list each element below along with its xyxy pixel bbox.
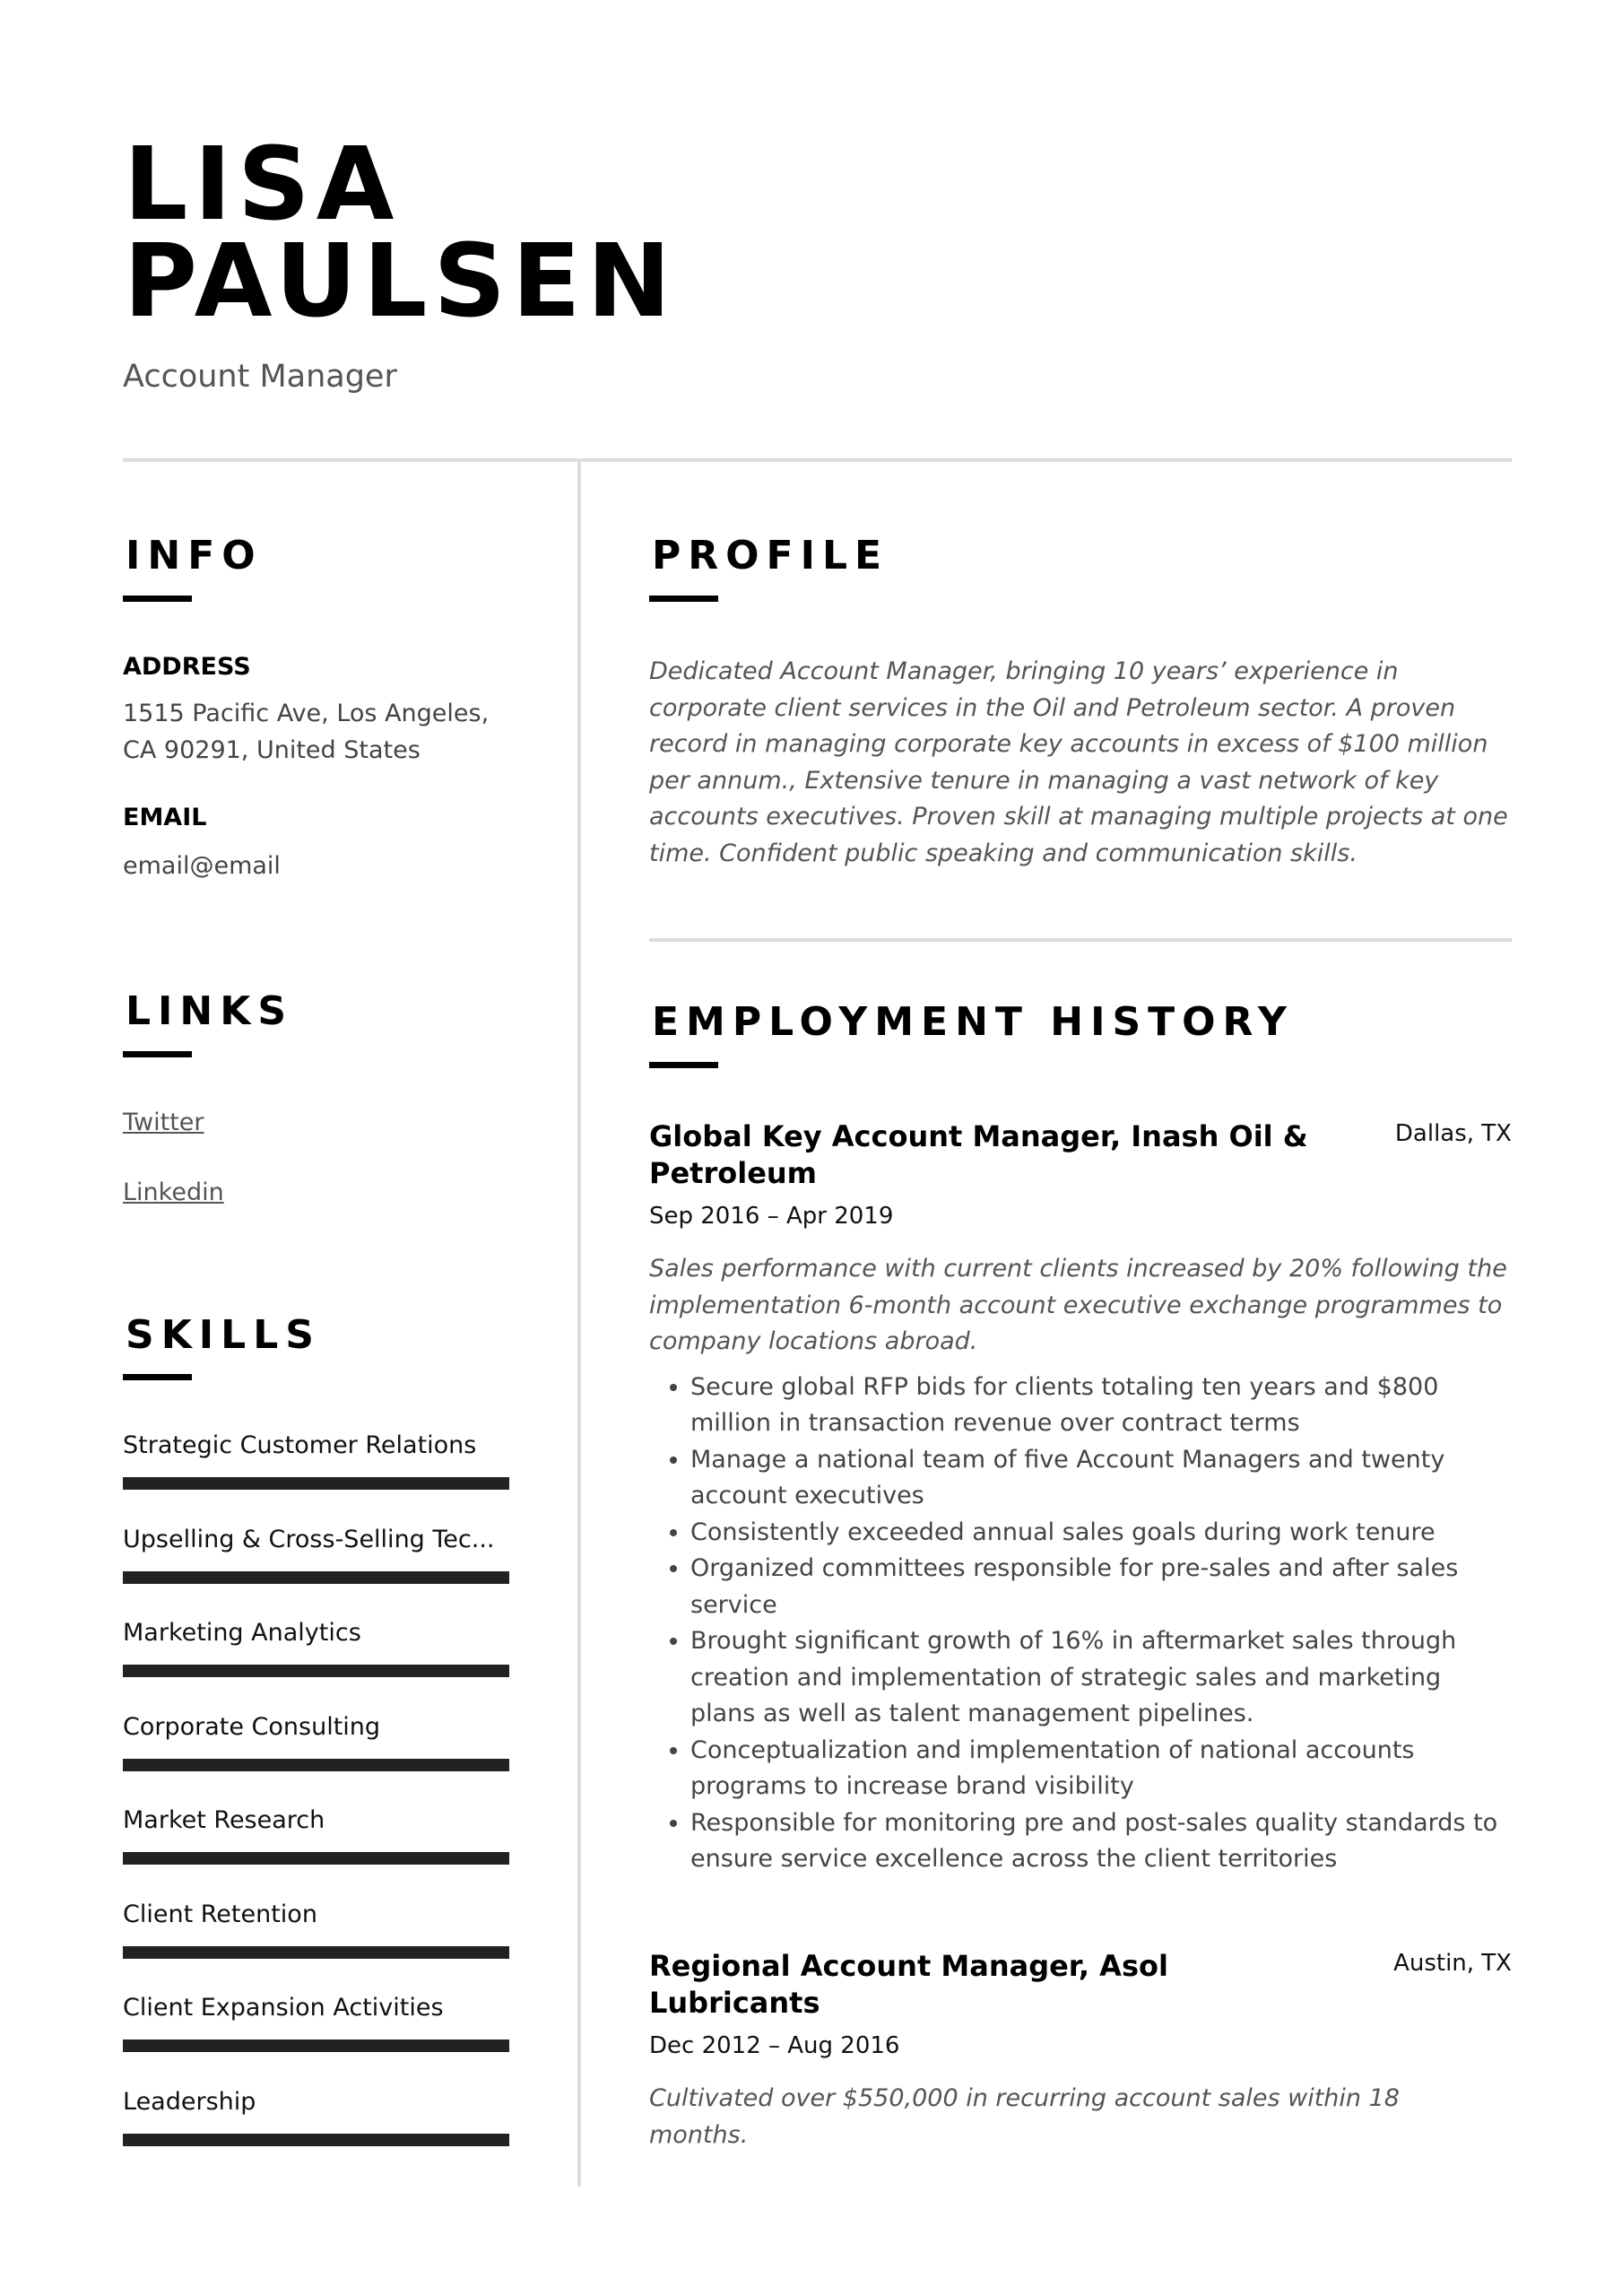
job-summary: Cultivated over $550,000 in recurring account sales within 18 months. xyxy=(649,2084,1400,2149)
address-line: 1515 Pacific Ave, Los Angeles, xyxy=(123,700,490,727)
job-bullet: • Manage a national team of five Account Managers and twenty account executives xyxy=(690,1442,1512,1515)
job-summary: Sales performance with current clients increased by 20% following the implementation 6-month account executive exchange programmes to company locations abroad. xyxy=(649,1255,1507,1355)
job-dates: Dec 2012 – Aug 2016 xyxy=(649,2032,900,2059)
skill-item xyxy=(123,1900,509,1959)
job-dates: Sep 2016 – Apr 2019 xyxy=(649,1203,894,1230)
heading-underline xyxy=(649,596,718,602)
heading-underline xyxy=(123,1374,192,1380)
skill-level-bar xyxy=(123,1571,509,1584)
skill-name: Marketing Analytics xyxy=(123,1619,361,1647)
skill-level-bar xyxy=(123,2039,509,2052)
heading-underline xyxy=(123,1051,192,1057)
address-label: ADDRESS xyxy=(123,653,251,681)
employment-heading: EMPLOYMENT HISTORY xyxy=(652,999,1294,1045)
job-entry-title: Global Key Account Manager, Inash Oil & Petroleum xyxy=(649,1119,1308,1190)
job-location: Austin, TX xyxy=(1393,1950,1512,1977)
address-line: CA 90291, United States xyxy=(123,736,421,764)
email[interactable]: email@email xyxy=(123,852,281,880)
skill-item xyxy=(123,1713,509,1771)
skill-name: Upselling & Cross-Selling Tec... xyxy=(123,1525,495,1553)
skill-item xyxy=(123,1806,509,1865)
skill-name: Strategic Customer Relations xyxy=(123,1431,477,1459)
skill-item xyxy=(123,1526,509,1584)
skill-name: Leadership xyxy=(123,2087,256,2116)
skill-level-bar xyxy=(123,1852,509,1865)
skill-level-bar xyxy=(123,2134,509,2146)
last-name: PAULSEN xyxy=(124,223,678,340)
column-divider xyxy=(577,462,581,2187)
header-divider xyxy=(123,458,1512,462)
first-name: LISA xyxy=(124,126,401,243)
skill-level-bar xyxy=(123,1477,509,1490)
profile-text: Dedicated Account Manager, bringing 10 years’ experience in corporate client services in the Oil and Petroleum sector. A proven record in managing corporate key accounts in excess of $100 million per annum., Extensive tenure in managing a vast network of key accounts executives. Proven skill at managing multiple projects at one time. Confident public speaking and communication skills. xyxy=(649,657,1508,867)
skills-heading: SKILLS xyxy=(126,1312,321,1358)
links-heading: LINKS xyxy=(126,988,294,1034)
email-label: EMAIL xyxy=(123,804,207,831)
job-title: Account Manager xyxy=(123,359,397,395)
skill-item xyxy=(123,2088,509,2146)
skill-item xyxy=(123,1431,509,1490)
skill-level-bar xyxy=(123,1759,509,1771)
job-location: Dallas, TX xyxy=(1394,1120,1512,1147)
job-bullet: • Brought significant growth of 16% in aftermarket sales through creation and implementation of strategic sales and marketing plans as well as talent management pipelines. xyxy=(690,1623,1512,1733)
address xyxy=(123,695,489,769)
job-bullet: • Conceptualization and implementation of national accounts programs to increase brand visibility xyxy=(690,1733,1512,1805)
skill-level-bar xyxy=(123,1665,509,1677)
skill-name: Client Expansion Activities xyxy=(123,1994,444,2022)
job-bullets xyxy=(649,1370,1512,1878)
skill-item xyxy=(123,1994,509,2052)
skill-name: Corporate Consulting xyxy=(123,1712,381,1741)
heading-underline xyxy=(123,596,192,602)
section-divider xyxy=(649,938,1512,942)
skill-name: Client Retention xyxy=(123,1900,317,1928)
skill-item xyxy=(123,1619,509,1677)
job-entry xyxy=(649,1118,1512,1878)
job-bullet: • Organized committees responsible for pre-sales and after sales service xyxy=(690,1551,1512,1623)
profile-heading: PROFILE xyxy=(652,533,889,578)
job-entry-title: Regional Account Manager, Asol Lubricants xyxy=(649,1949,1168,2020)
job-bullet: • Consistently exceeded annual sales goals during work tenure xyxy=(690,1515,1512,1552)
linkedin-link[interactable]: Linkedin xyxy=(123,1178,224,1206)
heading-underline xyxy=(649,1062,718,1068)
job-bullet: • Responsible for monitoring pre and post-sales quality standards to ensure service excellence across the client territories xyxy=(690,1805,1512,1878)
info-heading: INFO xyxy=(126,533,263,578)
twitter-link[interactable]: Twitter xyxy=(123,1109,204,1136)
skill-level-bar xyxy=(123,1946,509,1959)
skill-name: Market Research xyxy=(123,1806,325,1834)
job-bullet: • Secure global RFP bids for clients totaling ten years and $800 million in transaction revenue over contract terms xyxy=(690,1370,1512,1442)
job-entry xyxy=(649,1948,1512,2153)
